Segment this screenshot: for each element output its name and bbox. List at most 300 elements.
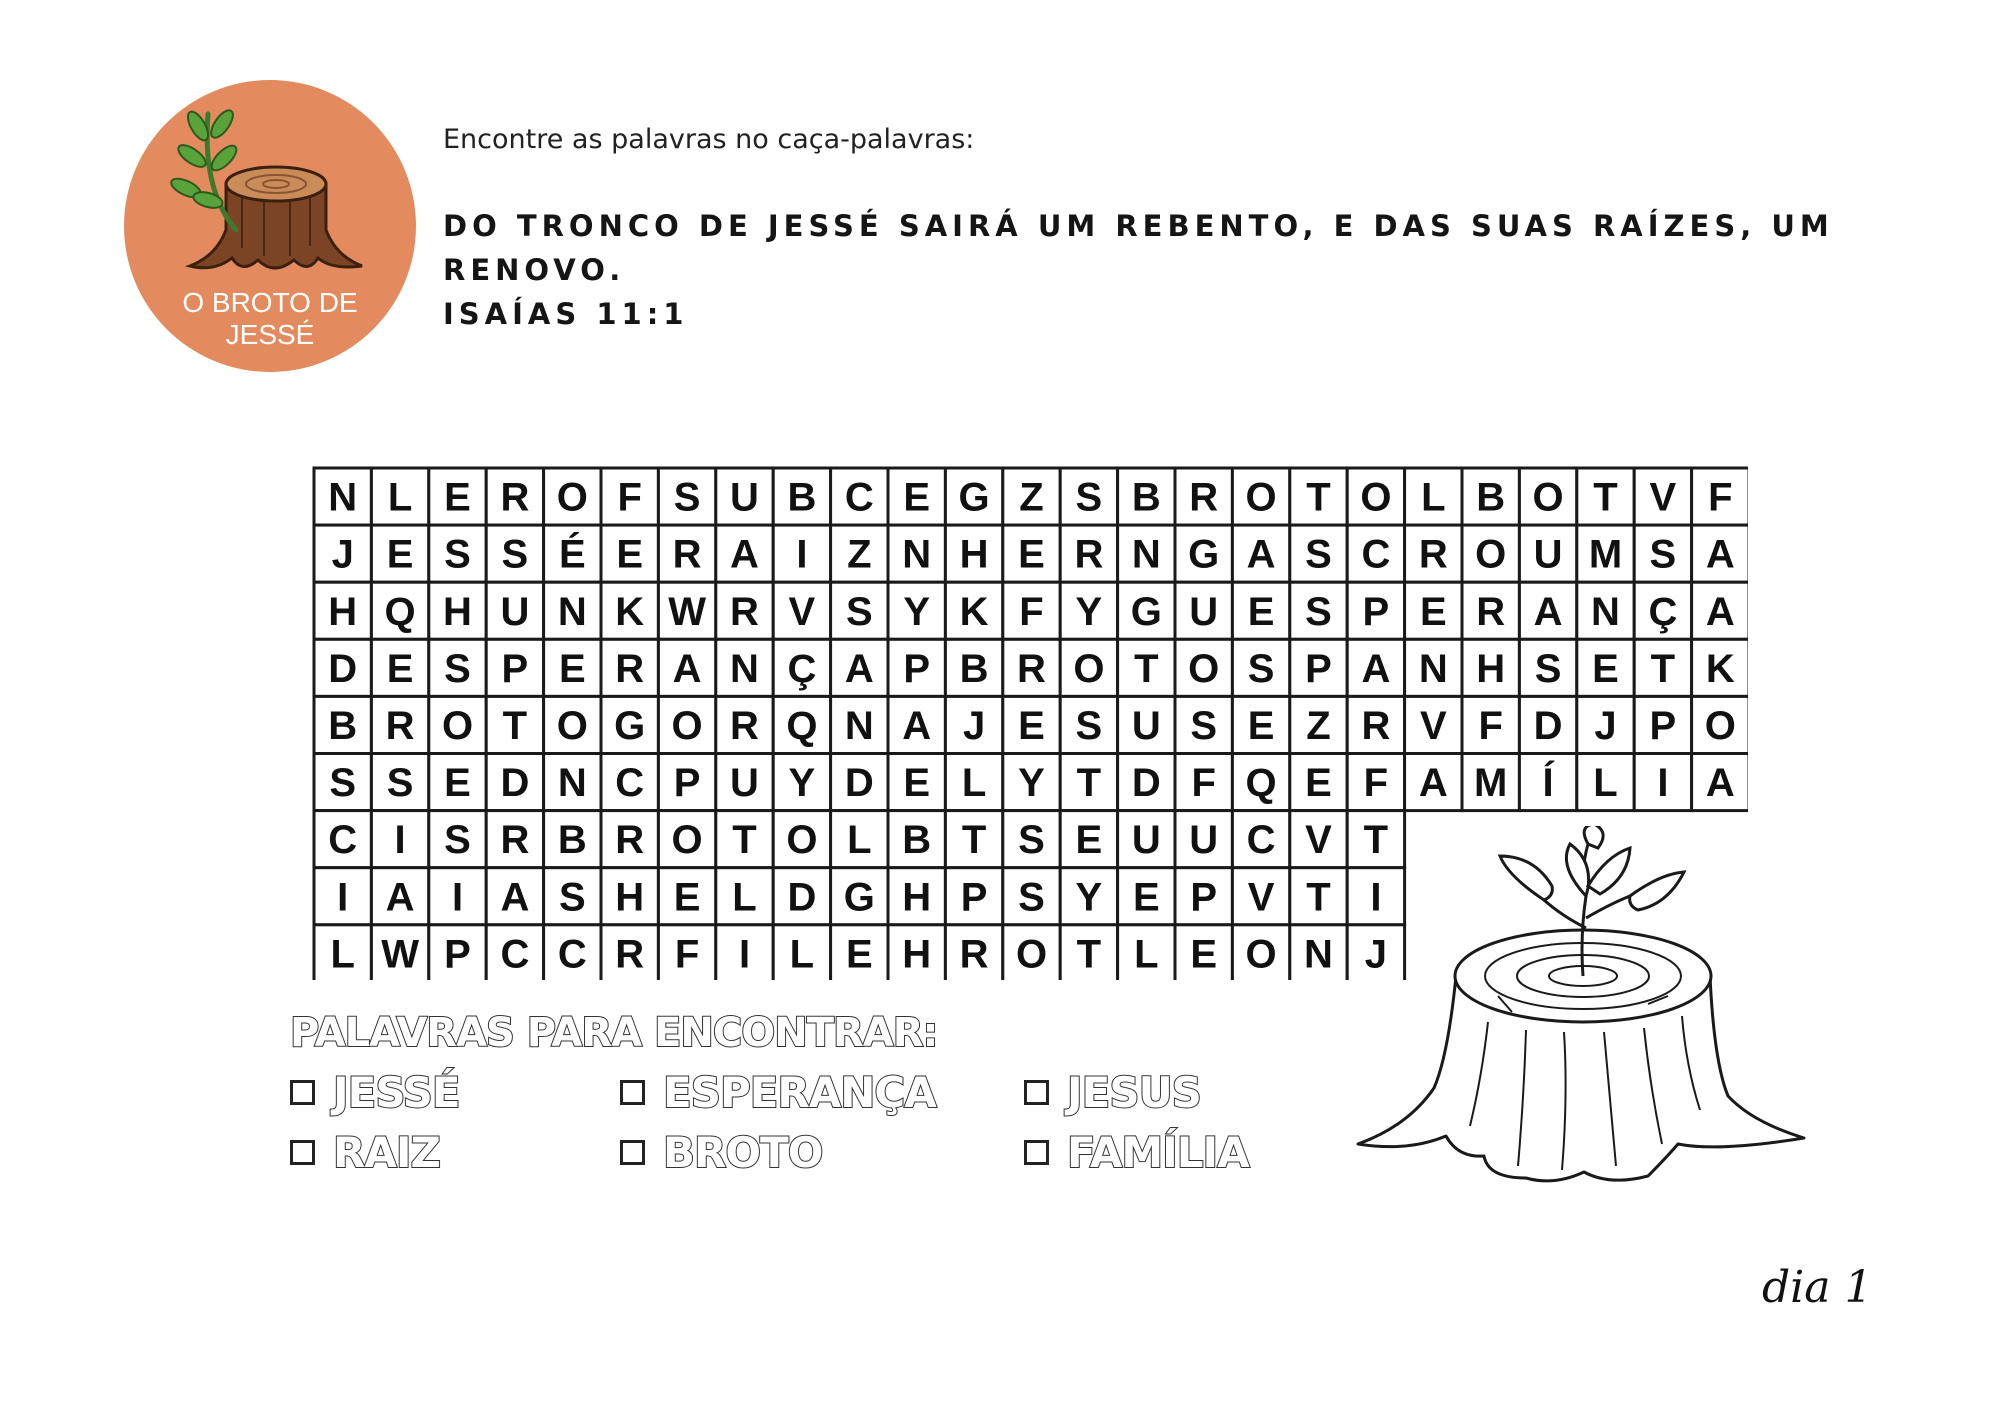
grid-cell[interactable] bbox=[1634, 754, 1691, 811]
grid-letter: L bbox=[1593, 761, 1618, 806]
grid-letter: J bbox=[962, 703, 986, 748]
grid-cell[interactable] bbox=[888, 582, 945, 639]
grid-cell[interactable] bbox=[658, 468, 715, 525]
grid-letter: B bbox=[557, 818, 587, 863]
grid-letter: E bbox=[386, 646, 414, 691]
grid-letter: E bbox=[903, 761, 931, 806]
grid-cell[interactable] bbox=[1175, 468, 1232, 525]
grid-letter: Y bbox=[903, 589, 931, 634]
grid-cell[interactable] bbox=[831, 582, 888, 639]
word-item-jesus[interactable] bbox=[1024, 1068, 1201, 1117]
grid-cell[interactable] bbox=[945, 639, 1002, 696]
grid-cell[interactable] bbox=[716, 525, 773, 582]
grid-cell[interactable] bbox=[1577, 639, 1634, 696]
grid-cell[interactable] bbox=[1577, 754, 1634, 811]
grid-cell[interactable] bbox=[1405, 696, 1462, 753]
grid-cell[interactable] bbox=[1290, 468, 1347, 525]
grid-cell[interactable] bbox=[544, 925, 601, 980]
grid-letter: H bbox=[902, 932, 932, 977]
word-label: JESUS bbox=[1067, 1068, 1201, 1117]
checkbox[interactable] bbox=[290, 1140, 315, 1165]
grid-cell[interactable] bbox=[429, 582, 486, 639]
word-item-jesse[interactable] bbox=[290, 1068, 460, 1117]
grid-cell[interactable] bbox=[1003, 582, 1060, 639]
grid-cell[interactable] bbox=[1060, 925, 1117, 980]
grid-cell[interactable] bbox=[371, 525, 428, 582]
grid-cell[interactable] bbox=[1232, 868, 1289, 925]
grid-cell[interactable] bbox=[544, 696, 601, 753]
grid-cell[interactable] bbox=[945, 696, 1002, 753]
grid-cell[interactable] bbox=[486, 525, 543, 582]
grid-cell[interactable] bbox=[486, 582, 543, 639]
grid-cell[interactable] bbox=[601, 525, 658, 582]
grid-letter: E bbox=[845, 932, 873, 977]
grid-cell[interactable] bbox=[945, 468, 1002, 525]
grid-cell[interactable] bbox=[1118, 754, 1175, 811]
grid-cell[interactable] bbox=[1462, 639, 1519, 696]
grid-cell[interactable] bbox=[1462, 525, 1519, 582]
grid-cell[interactable] bbox=[888, 925, 945, 980]
grid-cell[interactable] bbox=[945, 754, 1002, 811]
grid-letter: B bbox=[1131, 475, 1161, 520]
grid-cell[interactable] bbox=[1060, 868, 1117, 925]
grid-cell[interactable] bbox=[1519, 582, 1576, 639]
grid-letter: S bbox=[1018, 875, 1045, 920]
grid-cell[interactable] bbox=[1175, 525, 1232, 582]
grid-cell[interactable] bbox=[1347, 525, 1404, 582]
grid-cell[interactable] bbox=[371, 696, 428, 753]
grid-cell[interactable] bbox=[1175, 582, 1232, 639]
grid-cell[interactable] bbox=[1290, 696, 1347, 753]
grid-cell[interactable] bbox=[429, 525, 486, 582]
grid-cell[interactable] bbox=[831, 754, 888, 811]
grid-letter: G bbox=[614, 703, 646, 748]
grid-cell[interactable] bbox=[1060, 811, 1117, 868]
grid-cell[interactable] bbox=[601, 811, 658, 868]
grid-cell[interactable] bbox=[1232, 468, 1289, 525]
grid-cell[interactable] bbox=[831, 696, 888, 753]
leaf-icon bbox=[1500, 826, 1684, 910]
grid-cell[interactable] bbox=[1519, 639, 1576, 696]
grid-letter: E bbox=[444, 761, 471, 806]
grid-cell[interactable] bbox=[1577, 582, 1634, 639]
grid-cell[interactable] bbox=[1118, 525, 1175, 582]
grid-cell[interactable] bbox=[773, 925, 830, 980]
grid-letter: S bbox=[1305, 532, 1332, 577]
grid-letter: E bbox=[1190, 932, 1218, 977]
grid-cell[interactable] bbox=[716, 639, 773, 696]
grid-cell[interactable] bbox=[831, 468, 888, 525]
word-label: RAIZ bbox=[333, 1128, 440, 1177]
grid-cell[interactable] bbox=[1003, 925, 1060, 980]
grid-cell[interactable] bbox=[945, 525, 1002, 582]
grid-cell[interactable] bbox=[601, 754, 658, 811]
word-item-broto[interactable] bbox=[620, 1128, 822, 1177]
grid-cell[interactable] bbox=[1175, 868, 1232, 925]
word-label: ESPERANÇA bbox=[663, 1068, 936, 1117]
grid-cell[interactable] bbox=[716, 811, 773, 868]
word-label: FAMÍLIA bbox=[1067, 1128, 1249, 1177]
grid-cell[interactable] bbox=[314, 696, 371, 753]
checkbox[interactable] bbox=[620, 1080, 645, 1105]
grid-cell[interactable] bbox=[486, 754, 543, 811]
grid-letter: R bbox=[1476, 589, 1506, 634]
grid-cell[interactable] bbox=[773, 811, 830, 868]
grid-cell[interactable] bbox=[1060, 468, 1117, 525]
instruction-text: Encontre as palavras no caça-palavras: bbox=[443, 124, 975, 155]
grid-cell[interactable] bbox=[831, 811, 888, 868]
grid-cell[interactable] bbox=[1405, 639, 1462, 696]
grid-letter: U bbox=[500, 589, 530, 634]
word-item-familia[interactable] bbox=[1024, 1128, 1249, 1177]
grid-cell[interactable] bbox=[888, 525, 945, 582]
grid-cell[interactable] bbox=[486, 696, 543, 753]
grid-letter: I bbox=[1657, 761, 1669, 806]
grid-cell[interactable] bbox=[1175, 639, 1232, 696]
grid-cell[interactable] bbox=[429, 868, 486, 925]
grid-cell[interactable] bbox=[1060, 639, 1117, 696]
grid-letter: V bbox=[788, 589, 816, 634]
grid-letter: S bbox=[1018, 818, 1045, 863]
grid-cell[interactable] bbox=[658, 696, 715, 753]
grid-cell[interactable] bbox=[716, 925, 773, 980]
grid-cell[interactable] bbox=[1232, 754, 1289, 811]
grid-letter: R bbox=[385, 703, 415, 748]
grid-cell[interactable] bbox=[1118, 868, 1175, 925]
grid-letter: A bbox=[730, 532, 759, 577]
grid-cell[interactable] bbox=[1003, 468, 1060, 525]
grid-letter: E bbox=[558, 646, 586, 691]
grid-cell[interactable] bbox=[773, 754, 830, 811]
grid-cell[interactable] bbox=[371, 639, 428, 696]
grid-letter: L bbox=[732, 875, 757, 920]
grid-cell[interactable] bbox=[544, 754, 601, 811]
grid-letter: E bbox=[1247, 703, 1275, 748]
grid-cell[interactable] bbox=[773, 525, 830, 582]
grid-cell[interactable] bbox=[1060, 582, 1117, 639]
grid-letter: A bbox=[1705, 532, 1735, 577]
grid-cell[interactable] bbox=[888, 754, 945, 811]
word-item-esperanca[interactable] bbox=[620, 1068, 936, 1117]
grid-cell[interactable] bbox=[601, 582, 658, 639]
grid-cell[interactable] bbox=[314, 868, 371, 925]
grid-cell[interactable] bbox=[1232, 696, 1289, 753]
grid-cell[interactable] bbox=[544, 582, 601, 639]
grid-cell[interactable] bbox=[544, 811, 601, 868]
grid-letter: G bbox=[1188, 532, 1220, 577]
grid-cell[interactable] bbox=[1347, 696, 1404, 753]
grid-letter: A bbox=[844, 646, 874, 691]
grid-letter: H bbox=[328, 589, 358, 634]
grid-letter: S bbox=[386, 761, 414, 806]
grid-cell[interactable] bbox=[601, 468, 658, 525]
grid-letter: U bbox=[1131, 703, 1161, 748]
grid-cell[interactable] bbox=[1519, 468, 1576, 525]
grid-cell[interactable] bbox=[1347, 754, 1404, 811]
grid-cell[interactable] bbox=[658, 582, 715, 639]
grid-cell[interactable] bbox=[945, 811, 1002, 868]
grid-cell[interactable] bbox=[544, 468, 601, 525]
grid-letter: R bbox=[672, 532, 702, 577]
grid-cell[interactable] bbox=[1692, 582, 1748, 639]
grid-cell[interactable] bbox=[1060, 696, 1117, 753]
grid-cell[interactable] bbox=[371, 468, 428, 525]
grid-cell[interactable] bbox=[1118, 468, 1175, 525]
grid-letter: O bbox=[1245, 475, 1277, 520]
grid-cell[interactable] bbox=[716, 754, 773, 811]
grid-cell[interactable] bbox=[1290, 868, 1347, 925]
grid-letter: H bbox=[959, 532, 989, 577]
grid-letter: O bbox=[1188, 646, 1220, 691]
grid-letter: F bbox=[674, 932, 700, 977]
grid-cell[interactable] bbox=[1060, 754, 1117, 811]
broto-de-jesse-logo bbox=[124, 80, 416, 372]
checkbox[interactable] bbox=[1024, 1080, 1049, 1105]
grid-cell[interactable] bbox=[429, 754, 486, 811]
word-item-raiz[interactable] bbox=[290, 1128, 440, 1177]
grid-cell[interactable] bbox=[1405, 468, 1462, 525]
grid-cell[interactable] bbox=[1577, 696, 1634, 753]
grid-letter: S bbox=[1075, 703, 1103, 748]
grid-cell[interactable] bbox=[1577, 468, 1634, 525]
grid-cell[interactable] bbox=[888, 868, 945, 925]
grid-cell[interactable] bbox=[945, 582, 1002, 639]
grid-cell[interactable] bbox=[314, 925, 371, 980]
grid-cell[interactable] bbox=[601, 925, 658, 980]
checkbox[interactable] bbox=[1024, 1140, 1049, 1165]
grid-cell[interactable] bbox=[1003, 525, 1060, 582]
grid-letter: U bbox=[1189, 818, 1219, 863]
grid-cell[interactable] bbox=[1347, 639, 1404, 696]
grid-cell[interactable] bbox=[888, 639, 945, 696]
grid-cell[interactable] bbox=[486, 868, 543, 925]
grid-cell[interactable] bbox=[1462, 696, 1519, 753]
grid-cell[interactable] bbox=[1232, 811, 1289, 868]
grid-cell[interactable] bbox=[1692, 696, 1748, 753]
grid-letter: S bbox=[1075, 475, 1103, 520]
grid-cell[interactable] bbox=[1290, 925, 1347, 980]
grid-letter: R bbox=[959, 932, 989, 977]
grid-letter: T bbox=[1306, 875, 1331, 920]
grid-cell[interactable] bbox=[1290, 754, 1347, 811]
grid-cell[interactable] bbox=[1118, 582, 1175, 639]
grid-cell[interactable] bbox=[314, 582, 371, 639]
grid-letter: E bbox=[903, 475, 931, 520]
grid-letter: Q bbox=[786, 703, 818, 748]
grid-cell[interactable] bbox=[1634, 639, 1691, 696]
grid-cell[interactable] bbox=[888, 468, 945, 525]
grid-letter: Y bbox=[1018, 761, 1045, 806]
grid-letter: Ç bbox=[787, 646, 817, 691]
grid-cell[interactable] bbox=[1692, 754, 1748, 811]
grid-cell[interactable] bbox=[658, 811, 715, 868]
grid-cell[interactable] bbox=[831, 868, 888, 925]
grid-cell[interactable] bbox=[429, 811, 486, 868]
grid-cell[interactable] bbox=[773, 468, 830, 525]
grid-cell[interactable] bbox=[1003, 754, 1060, 811]
grid-letter: O bbox=[556, 475, 588, 520]
grid-letter: I bbox=[738, 932, 751, 977]
verse-text: DO TRONCO DE JESSÉ SAIRÁ UM REBENTO, E DAS SUAS RAÍZES, UM RENOVO. bbox=[443, 209, 1834, 287]
grid-cell[interactable] bbox=[773, 696, 830, 753]
grid-cell[interactable] bbox=[773, 639, 830, 696]
grid-cell[interactable] bbox=[1290, 525, 1347, 582]
grid-letter: P bbox=[960, 875, 988, 920]
grid-letter: E bbox=[1305, 761, 1332, 806]
grid-letter: E bbox=[1018, 532, 1045, 577]
grid-cell[interactable] bbox=[1118, 639, 1175, 696]
grid-letter: P bbox=[1649, 703, 1677, 748]
grid-cell[interactable] bbox=[658, 868, 715, 925]
grid-cell[interactable] bbox=[1634, 582, 1691, 639]
grid-cell[interactable] bbox=[716, 696, 773, 753]
grid-cell[interactable] bbox=[314, 468, 371, 525]
grid-letter: E bbox=[1592, 646, 1619, 691]
grid-cell[interactable] bbox=[544, 525, 601, 582]
grid-cell[interactable] bbox=[1060, 525, 1117, 582]
grid-cell[interactable] bbox=[888, 811, 945, 868]
grid-cell[interactable] bbox=[831, 925, 888, 980]
grid-cell[interactable] bbox=[429, 696, 486, 753]
grid-cell[interactable] bbox=[371, 868, 428, 925]
grid-cell[interactable] bbox=[1003, 639, 1060, 696]
grid-cell[interactable] bbox=[1175, 925, 1232, 980]
grid-cell[interactable] bbox=[1232, 582, 1289, 639]
grid-cell[interactable] bbox=[486, 925, 543, 980]
grid-cell[interactable] bbox=[1118, 925, 1175, 980]
grid-letter: C bbox=[557, 932, 587, 977]
grid-cell[interactable] bbox=[1347, 468, 1404, 525]
grid-cell[interactable] bbox=[1519, 696, 1576, 753]
grid-cell[interactable] bbox=[1003, 696, 1060, 753]
grid-cell[interactable] bbox=[429, 639, 486, 696]
grid-cell[interactable] bbox=[1519, 754, 1576, 811]
grid-cell[interactable] bbox=[1577, 525, 1634, 582]
grid-cell[interactable] bbox=[1519, 525, 1576, 582]
grid-cell[interactable] bbox=[371, 582, 428, 639]
grid-letter: O bbox=[1073, 646, 1105, 691]
word-label: JESSÉ bbox=[333, 1068, 460, 1117]
grid-cell[interactable] bbox=[658, 754, 715, 811]
grid-cell[interactable] bbox=[831, 525, 888, 582]
grid-cell[interactable] bbox=[831, 639, 888, 696]
grid-cell[interactable] bbox=[1634, 525, 1691, 582]
grid-letter: R bbox=[615, 646, 645, 691]
grid-cell[interactable] bbox=[486, 811, 543, 868]
grid-cell[interactable] bbox=[945, 868, 1002, 925]
grid-cell[interactable] bbox=[429, 468, 486, 525]
grid-cell[interactable] bbox=[1347, 582, 1404, 639]
grid-cell[interactable] bbox=[1405, 754, 1462, 811]
grid-cell[interactable] bbox=[1003, 868, 1060, 925]
grid-letter: G bbox=[843, 875, 875, 920]
grid-cell[interactable] bbox=[371, 925, 428, 980]
grid-letter: U bbox=[730, 761, 759, 806]
grid-cell[interactable] bbox=[716, 582, 773, 639]
grid-cell[interactable] bbox=[486, 639, 543, 696]
grid-cell[interactable] bbox=[544, 639, 601, 696]
grid-letter: D bbox=[500, 761, 530, 806]
grid-cell[interactable] bbox=[1692, 525, 1748, 582]
grid-cell[interactable] bbox=[314, 811, 371, 868]
grid-cell[interactable] bbox=[888, 696, 945, 753]
grid-cell[interactable] bbox=[1232, 925, 1289, 980]
grid-letter: F bbox=[1191, 761, 1216, 806]
grid-cell[interactable] bbox=[658, 525, 715, 582]
grid-cell[interactable] bbox=[314, 639, 371, 696]
grid-cell[interactable] bbox=[1003, 811, 1060, 868]
grid-letter: P bbox=[1190, 875, 1218, 920]
grid-cell[interactable] bbox=[486, 468, 543, 525]
grid-cell[interactable] bbox=[1232, 639, 1289, 696]
grid-letter: C bbox=[500, 932, 530, 977]
grid-cell[interactable] bbox=[773, 582, 830, 639]
checkbox[interactable] bbox=[290, 1080, 315, 1105]
grid-cell[interactable] bbox=[1290, 811, 1347, 868]
grid-letter: A bbox=[500, 875, 530, 920]
grid-letter: Z bbox=[1019, 475, 1044, 520]
grid-cell[interactable] bbox=[1118, 696, 1175, 753]
grid-cell[interactable] bbox=[429, 925, 486, 980]
grid-cell[interactable] bbox=[371, 754, 428, 811]
grid-cell[interactable] bbox=[1634, 468, 1691, 525]
grid-cell[interactable] bbox=[716, 868, 773, 925]
grid-cell[interactable] bbox=[601, 868, 658, 925]
grid-cell[interactable] bbox=[1405, 525, 1462, 582]
grid-letter: D bbox=[787, 875, 817, 920]
grid-letter: T bbox=[1363, 818, 1389, 863]
checkbox[interactable] bbox=[620, 1140, 645, 1165]
grid-cell[interactable] bbox=[544, 868, 601, 925]
grid-cell[interactable] bbox=[314, 525, 371, 582]
grid-letter: S bbox=[1247, 646, 1275, 691]
grid-letter: O bbox=[1015, 932, 1048, 977]
grid-cell[interactable] bbox=[658, 639, 715, 696]
grid-letter: R bbox=[1418, 532, 1448, 577]
grid-letter: Q bbox=[1245, 761, 1277, 806]
grid-cell[interactable] bbox=[658, 925, 715, 980]
grid-cell[interactable] bbox=[1462, 582, 1519, 639]
grid-cell[interactable] bbox=[1692, 639, 1748, 696]
grid-letter: R bbox=[615, 932, 645, 977]
grid-cell[interactable] bbox=[1462, 468, 1519, 525]
grid-cell[interactable] bbox=[773, 868, 830, 925]
grid-cell[interactable] bbox=[1175, 811, 1232, 868]
grid-cell[interactable] bbox=[1232, 525, 1289, 582]
grid-cell[interactable] bbox=[601, 696, 658, 753]
grid-letter: L bbox=[1134, 932, 1159, 977]
grid-cell[interactable] bbox=[1175, 696, 1232, 753]
grid-letter: F bbox=[617, 475, 642, 520]
grid-letter: P bbox=[501, 646, 529, 691]
grid-cell[interactable] bbox=[1405, 582, 1462, 639]
grid-cell[interactable] bbox=[1462, 754, 1519, 811]
grid-letter: Í bbox=[1542, 761, 1554, 806]
grid-cell[interactable] bbox=[1118, 811, 1175, 868]
grid-cell[interactable] bbox=[314, 754, 371, 811]
grid-cell[interactable] bbox=[716, 468, 773, 525]
word-label: BROTO bbox=[663, 1128, 823, 1177]
grid-cell[interactable] bbox=[1634, 696, 1691, 753]
grid-cell[interactable] bbox=[945, 925, 1002, 980]
grid-cell[interactable] bbox=[1175, 754, 1232, 811]
grid-cell[interactable] bbox=[1290, 639, 1347, 696]
grid-letter: R bbox=[500, 818, 530, 863]
grid-cell[interactable] bbox=[1692, 468, 1748, 525]
grid-cell[interactable] bbox=[371, 811, 428, 868]
grid-cell[interactable] bbox=[1290, 582, 1347, 639]
grid-cell[interactable] bbox=[601, 639, 658, 696]
